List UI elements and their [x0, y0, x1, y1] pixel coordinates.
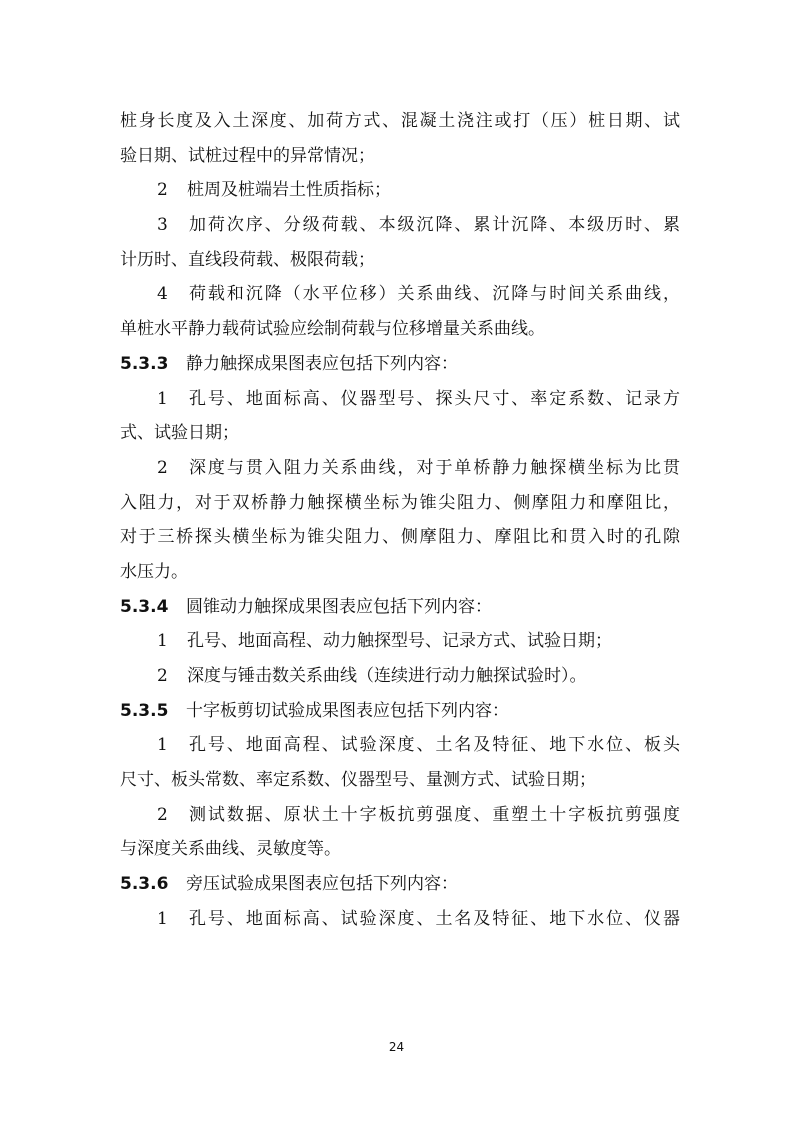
item-text: 深度与贯入阻力关系曲线，对于单桥静力触探横坐标为比贯 — [187, 457, 680, 478]
item-text: 孔号、地面高程、动力触探型号、记录方式、试验日期； — [187, 631, 612, 652]
item-text: 桩周及桩端岩土性质指标； — [187, 180, 391, 201]
item-number: 2 — [157, 180, 168, 201]
list-item — [120, 277, 680, 312]
section-heading — [120, 590, 680, 625]
section-text: 圆锥动力触探成果图表应包括下列内容： — [186, 596, 492, 617]
text-line: 入阻力，对于双桥静力触探横坐标为锥尖阻力、侧摩阻力和摩阻比， — [120, 492, 680, 513]
list-item — [120, 902, 680, 937]
list-item — [120, 382, 680, 417]
text-line: 计历时、直线段荷载、极限荷载； — [120, 249, 375, 270]
item-number: 2 — [157, 666, 168, 686]
text-line: 验日期、试桩过程中的异常情况； — [120, 145, 375, 166]
item-number: 4 — [157, 284, 168, 305]
item-text: 深度与锤击数关系曲线（连续进行动力触探试验时）。 — [187, 666, 587, 686]
item-number: 2 — [157, 457, 168, 478]
section-heading — [120, 694, 680, 729]
section-text: 静力触探成果图表应包括下列内容： — [186, 353, 458, 374]
list-item — [120, 659, 680, 694]
section-number: 5.3.6 — [120, 874, 169, 895]
text-line: 水压力。 — [120, 561, 188, 582]
text-line: 与深度关系曲线、灵敏度等。 — [120, 839, 341, 860]
item-number: 1 — [157, 388, 168, 409]
item-text: 孔号、地面标高、试验深度、土名及特征、地下水位、仪器 — [187, 908, 680, 929]
item-number: 2 — [157, 804, 168, 825]
text-line: 对于三桥探头横坐标为锥尖阻力、侧摩阻力、摩阻比和贯入时的孔隙 — [120, 527, 680, 548]
section-heading — [120, 347, 680, 382]
item-text: 荷载和沉降（水平位移）关系曲线、沉降与时间关系曲线， — [187, 284, 680, 305]
section-number: 5.3.4 — [120, 596, 169, 617]
item-text: 孔号、地面标高、仪器型号、探头尺寸、率定系数、记录方 — [187, 388, 680, 409]
page-number: 24 — [388, 1040, 405, 1054]
section-number: 5.3.5 — [120, 700, 169, 721]
list-item — [120, 173, 680, 208]
section-heading — [120, 867, 680, 902]
item-text: 测试数据、原状土十字板抗剪强度、重塑土十字板抗剪强度 — [187, 804, 680, 825]
text-line: 尺寸、板头常数、率定系数、仪器型号、量测方式、试验日期； — [120, 770, 596, 791]
item-number: 1 — [157, 735, 168, 756]
page-body — [120, 104, 680, 937]
list-item — [120, 728, 680, 763]
list-item — [120, 798, 680, 833]
list-item — [120, 624, 680, 659]
text-line: 单桩水平静力载荷试验应绘制荷载与位移增量关系曲线。 — [120, 319, 545, 340]
item-text: 加荷次序、分级荷载、本级沉降、累计沉降、本级历时、累 — [187, 215, 680, 236]
item-number: 3 — [157, 215, 168, 236]
item-number: 1 — [157, 631, 168, 652]
item-number: 1 — [157, 908, 168, 929]
text-line: 桩身长度及入土深度、加荷方式、混凝土浇注或打（压）桩日期、试 — [120, 111, 680, 131]
section-text: 旁压试验成果图表应包括下列内容： — [186, 874, 458, 895]
item-text: 孔号、地面高程、试验深度、土名及特征、地下水位、板头 — [187, 735, 680, 756]
text-line: 式、试验日期； — [120, 423, 239, 444]
section-text: 十字板剪切试验成果图表应包括下列内容： — [186, 700, 509, 721]
section-number: 5.3.3 — [120, 353, 169, 374]
list-item — [120, 451, 680, 486]
list-item — [120, 208, 680, 243]
